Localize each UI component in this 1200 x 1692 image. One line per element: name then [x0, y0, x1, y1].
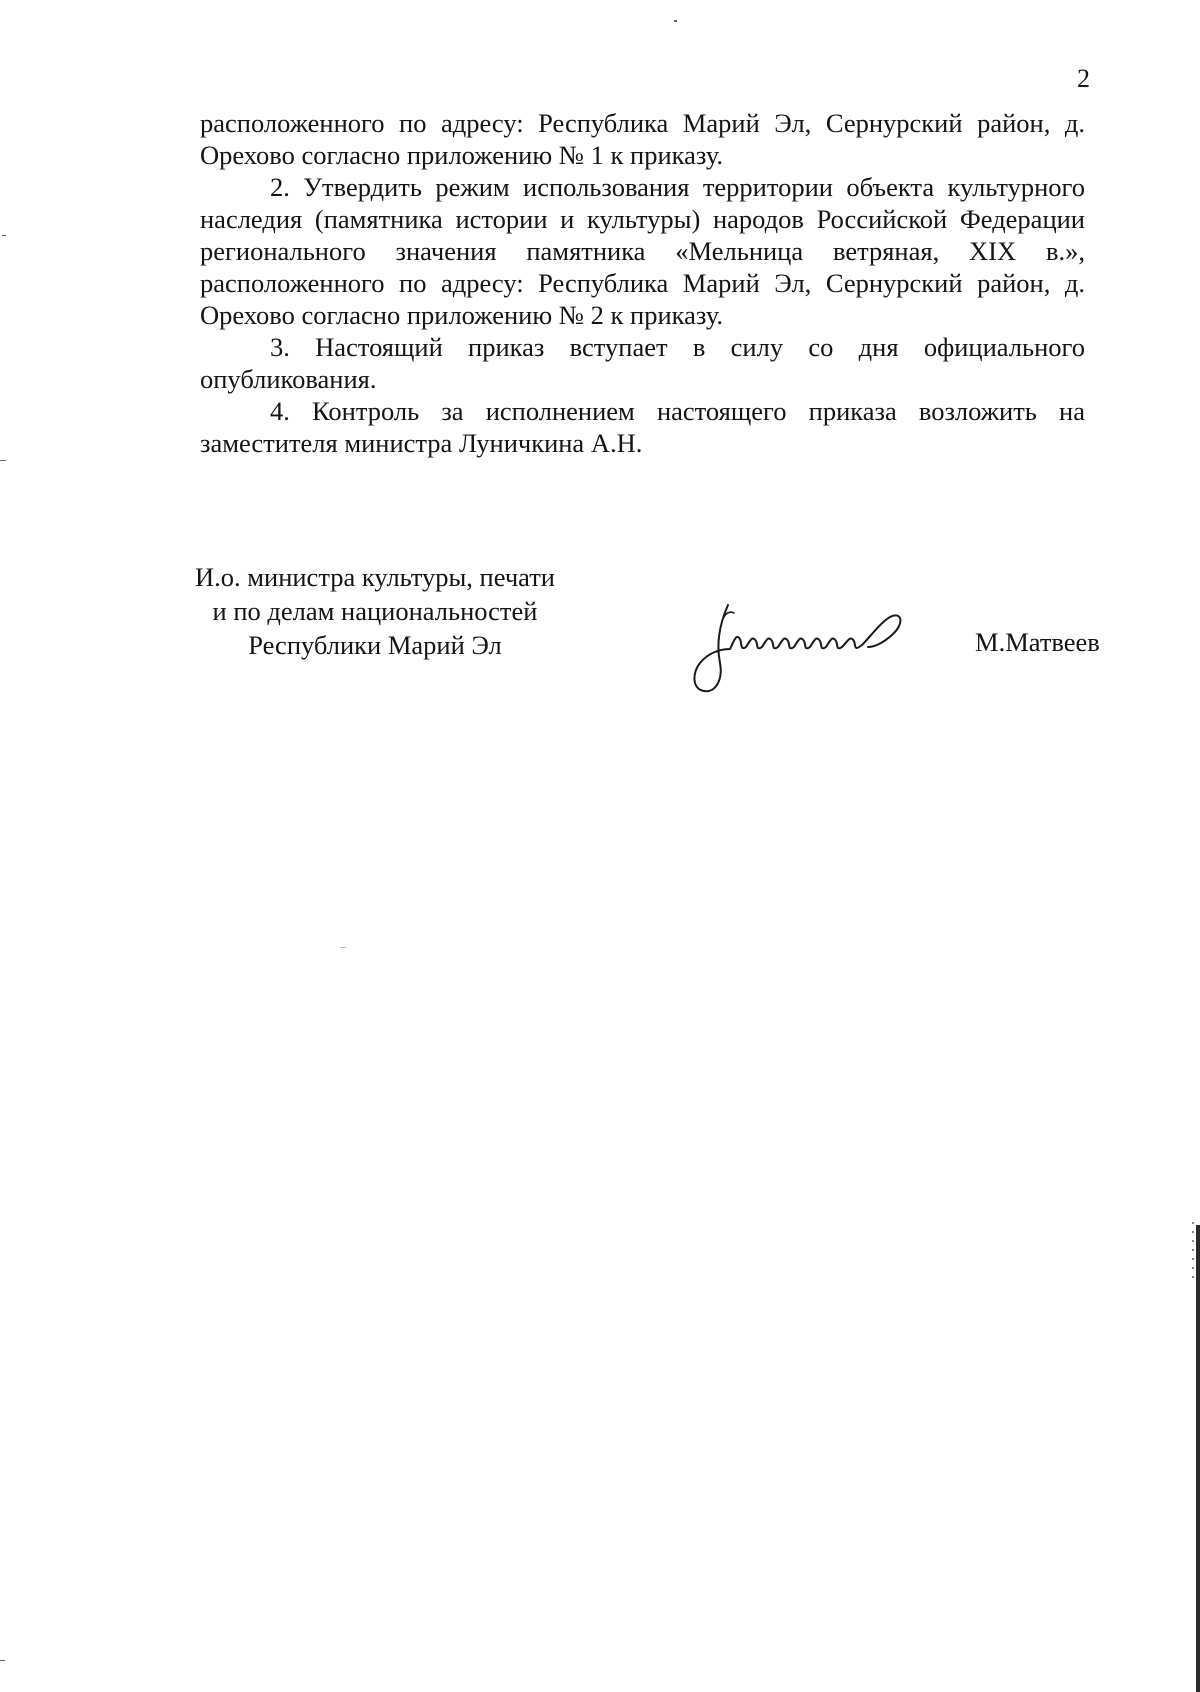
position-line-3: Республики Марий Эл — [248, 630, 502, 660]
position-line-2: и по делам национальностей — [212, 596, 538, 626]
scan-artifact — [0, 460, 6, 461]
page-number: 2 — [1077, 64, 1090, 93]
scan-edge-dots — [1192, 1222, 1194, 1282]
handwritten-signature-icon — [690, 603, 930, 695]
paragraph-item-4: 4. Контроль за исполнением настоящего приказа возложить на заместителя министра Луничкина А.Н. — [200, 396, 1085, 458]
paragraph-continuation: расположенного по адресу: Республика Марий Эл, Сернурский район, д. Орехово согласно приложению № 1 к приказу. — [200, 108, 1085, 170]
scan-artifact — [0, 1660, 5, 1661]
scan-artifact — [340, 947, 346, 948]
scan-artifact — [2, 235, 6, 236]
signatory-name: М.Матвеев — [975, 627, 1100, 657]
paragraph-item-3: 3. Настоящий приказ вступает в силу со дня официального опубликования. — [200, 332, 1085, 394]
signatory-position — [150, 560, 600, 662]
order-body-text — [200, 107, 1085, 459]
position-line-1: И.о. министра культуры, печати — [194, 562, 555, 592]
scan-edge-strip — [1196, 1225, 1200, 1692]
paragraph-item-2: 2. Утвердить режим использования территории объекта культурного наследия (памятника истории и культуры) народов Российской Федерации регионального значения памятника «Мельница ветряная, XIX в.», расположенного по адресу: Республика Марий Эл, Сернурский район, д. Орехово согласно приложению № 2 к приказу. — [200, 172, 1085, 330]
scan-artifact — [674, 20, 677, 22]
